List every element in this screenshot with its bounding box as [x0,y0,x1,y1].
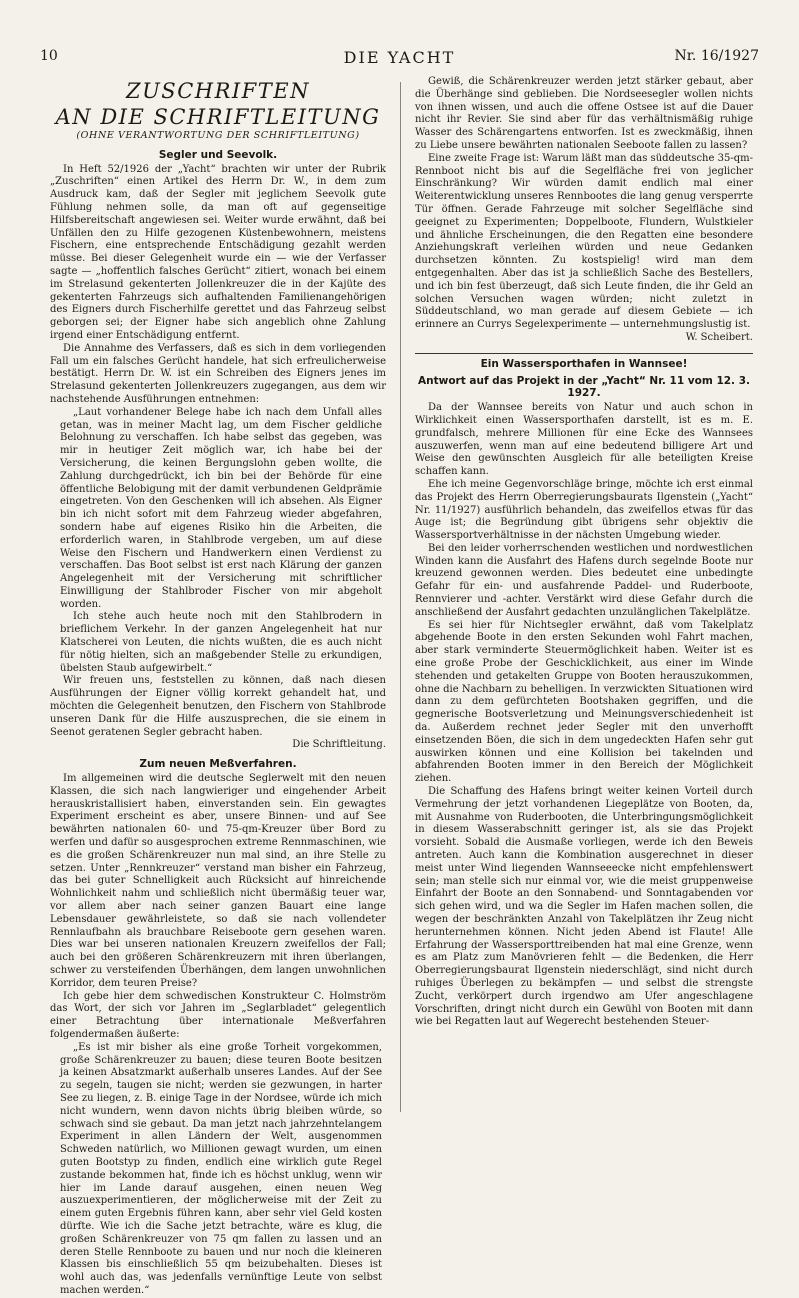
letter2-paragraph: Im allgemeinen wird die deutsche Seglerwelt mit den neuen Klassen, die sich nach langwieriger und eingehender Arbeit herauskristallisiert haben, einverstanden sein. Ein gewagtes Experiment erscheint es aber, unsere Binnen- und auf See bewährten nationalen 60- und 75-qm-Kreuzer über Bord zu werfen und dafür so ausgesprochen extreme Rennmaschinen, wie es die großen Schärenkreuzer nun mal sind, an ihre Stelle zu setzen. Unter „Rennkreuzer“ verstand man bisher ein Fahrzeug, das bei guter Schnelligkeit auch Rücksicht auf hinreichende Wohnlichkeit nahm und schließlich nicht übermäßig teuer war, vor allem aber nach seiner ganzen Bauart eine lange Lebensdauer gewährleistete, so daß sie nach vollendeter Rennlaufbahn als brauchbare Reiseboote gern gesehen waren. Dies war bei unseren nationalen Kreuzern zweifellos der Fall; auch bei den größeren Schärenkreuzern mit ihren überlangen, schwer zu versteifenden Überhängen, dem langen unwohnlichen Korridor, dem teuren Preise? [50,773,386,989]
section-subtitle: (OHNE VERANTWORTUNG DER SCHRIFTLEITUNG) [76,130,360,141]
letter1-signature: Die Schriftleitung. [292,739,386,751]
letter3-subheading: Antwort auf das Projekt in der „Yacht“ Nr. 11 vom 12. 3. 1927. [418,374,750,400]
page-number: 10 [40,48,58,64]
letter2-quote [50,1042,386,1298]
section-title-line2: AN DIE SCHRIFTLEITUNG [55,105,381,129]
letter3-paragraph: Es sei hier für Nichtsegler erwähnt, daß vom Takelplatz abgehende Boote in den ersten Sekunden wohl Fahrt machen, aber stark verminderte Steuermöglichkeit haben. Weiter ist es eine große Probe der Geschicklichkeit, aus einer im Winde stehenden und getakelten Gruppe von Booten herauszukommen, ohne die Nachbarn zu behelligen. In verzwickten Situationen wird dann zu dem gefürchteten Bootshaken gegriffen, und die gegnerische Bootsverletzung und Meinungsverschiedenheit ist da. Außerdem rechnet jeder Segler mit den unverhofft einsetzenden Böen, die sich in dem ungedeckten Hafen sehr gut auswirken können und eine Kollision bei takelnden und abfahrenden Booten immer in den Bereich der Möglichkeit ziehen. [415,619,753,785]
quote-paragraph: „Laut vorhandener Belege habe ich nach dem Unfall alles getan, was in meiner Macht lag, um dem Fischer geldliche Belohnung zu verschaffen. Ich habe selbst das gegeben, was mir in heutiger Zeit möglich war, ich habe bei der Versicherung, die keinen Bergungslohn geben wollte, die Zahlung durchgedrückt, ich bin bei der Behörde für eine öffentliche Belobigung mit der damit verbundenen Geldprämie eingetreten. Von den Geschenken will ich absehen. Als Eigner bin ich nicht sofort mit dem Fahrzeug wieder abgefahren, sondern habe auf eigenes Risiko hin die Arbeiten, die erforderlich waren, in Stahlbrode vergeben, um auf diese Weise den Fischern und Handwerkern einen Verdienst zu verschaffen. Das Boot selbst ist erst nach Klärung der ganzen Angelegenheit mit der Versicherung mit schriftlicher Einwilligung der Stahlbroder Fischer von mir abgeholt worden. [60,406,382,610]
letter1-quote [50,407,386,676]
magazine-title: DIE YACHT [343,48,456,67]
letter3-heading: Ein Wassersporthafen in Wannsee! [480,357,688,370]
letter2-paragraph: Ich gebe hier dem schwedischen Konstrukteur C. Holmström das Wort, der sich vor Jahren im „Seglarbladet“ gelegentlich einer Betrachtung über internationale Meßverfahren folgendermaßen äußerte: [50,990,386,1040]
letter2-paragraph: Eine zweite Frage ist: Warum läßt man das süddeutsche 35-qm-Rennboot nicht bis auf die Segelfläche frei von jeglicher Einschränkung? Wir würden damit endlich mal einer Weiterentwicklung unseres Rennbootes die lang genug versperrte Tür öffnen. Gerade Fahrzeuge mit solcher Segelfläche sind geeignet zu Experimenten; Doppelboote, Flundern, Wulstkieler und ähnliche Erscheinungen, die den Regatten eine besondere Anziehungskraft verleihen würden und neue Gedanken durchsetzen könnten. Zu kostspielig! wird man dem entgegenhalten. Aber das ist ja schließlich Sache des Bestellers, und ich bin fest überzeugt, daß sich Leute finden, die ihr Geld an solchen Versuchen wagen würden; nicht zuletzt in Süddeutschland, wo man gerade auf diesem Gebiete — ich erinnere an Currys Segelexperimente — unternehmungslustig ist. [415,152,753,331]
section-rule [415,353,753,354]
letter1-heading: Segler und Seevolk. [158,148,278,161]
right-column [415,76,753,1116]
letter3-paragraph: Ehe ich meine Gegenvorschläge bringe, möchte ich erst einmal das Projekt des Herrn Oberregierungsbaurats Ilgenstein („Yacht“ Nr. 11/1927) ausführlich behandeln, das zweifellos etwas für das Auge ist; die Begründung gibt übrigens sehr objektiv die Wassersportverhältnisse in der nächsten Umgebung wieder. [415,478,753,542]
letter3-paragraph: Die Schaffung des Hafens bringt weiter keinen Vorteil durch Vermehrung der jetzt vorhandenen Liegeplätze von Booten, da, mit Ausnahme von Ruderbooten, die Unterbringungsmöglichkeit in diesem Wasserabschnitt geringer ist, als sie das Projekt vorsieht. Sobald die Ausmaße vorliegen, werde ich den Beweis antreten. Auch kann die Kombination ausgerechnet in dieser meist unter Wind liegenden Wannseeecke nicht empfehlenswert sein; man stelle sich nur einmal vor, wie die meist gruppenweise Einfahrt der Boote an den Sonnabend- und Sonntagabenden vor sich gehen wird, und wa die Segler im Hafen machen sollen, die wegen der beschränkten Anzahl von Takelplätzen ihr Zeug nicht herunternehmen können. Nicht jeden Abend ist Flaute! Alle Erfahrung der Wassersporttreibenden hat mal eine Grenze, wenn es am Platz zum Manövrieren fehlt — die Bedenken, die Herr Oberregierungsbaurat Ilgenstein niederschlägt, sind nicht durch ruhiges Überlegen zu bekämpfen — und selbst die strengste Zucht, verkörpert durch irgendwo am Ufer angeschlagene Vorschriften, dringt nicht durch ein Gewühl von Booten mit dann wie bei Regatten laut auf Wegerecht bestehenden Steuer- [415,786,753,1028]
column-divider [400,82,401,1112]
left-column [50,76,386,1296]
letter2-paragraph: Gewiß, die Schärenkreuzer werden jetzt stärker gebaut, aber die Überhänge sind geblieben. Die Nordseesegler wollen nichts von ihnen wissen, und auch die offene Ostsee ist auf die Dauer nicht ihr Revier. Sie sind aber für das verhältnismäßig ruhige Wasser des Schärengartens entworfen. Ist es zweckmäßig, ihnen zu Liebe unsere bewährten nationalen Seeboote fallen zu lassen? [415,76,753,151]
issue-number: Nr. 16/1927 [674,48,759,64]
letter1-paragraph: In Heft 52/1926 der „Yacht“ brachten wir unter der Rubrik „Zuschriften“ einen Artikel des Herrn Dr. W., in dem zum Ausdruck kam, daß der Segler mit jeglichem Seevolk gute Fühlung nehmen solle, da man oft auf gegenseitige Hilfsbereitschaft angewiesen sei. Weiter wurde erwähnt, daß bei Unfällen den zu Hilfe gezogenen Küstenbewohnern, meistens Fischern, eine entsprechende Entschädigung gezahlt werden müsse. Bei dieser Gelegenheit wurde ein — wie der Verfasser sagte — „hoffentlich falsches Gerücht“ zitiert, wonach bei einem im Strelasund gekenterten Jollenkreuzer die in der Kajüte des gekenterten Fahrzeugs sich aufhaltenden Familienangehörigen des Eigners durch Fischerhilfe gerettet und das Fahrzeug selbst geborgen sei; der Eigner habe sich angeblich ohne Zahlung irgend einer Entschädigung entfernt. [50,163,386,341]
letter1-paragraph: Die Annahme des Verfassers, daß es sich in dem vorliegenden Fall um ein falsches Gerücht handele, hat sich erfreulicherweise bestätigt. Herrn Dr. W. ist ein Schreiben des Eigners jenes im Strelasund gekenterten Jollenkreuzers zugegangen, aus dem wir nachstehende Ausführungen entnehmen: [50,342,386,405]
quote-paragraph: Ich stehe auch heute noch mit den Stahlbrodern in brieflichem Verkehr. In der ganzen Angelegenheit hat nur Klatscherei von Leuten, die nichts wußten, die es auch nicht für nötig hielten, sich an maßgebender Stelle zu erkundigen, übelsten Staub aufgewirbelt.“ [60,611,382,674]
letter3-paragraph: Bei den leider vorherrschenden westlichen und nordwestlichen Winden kann die Ausfahrt des Hafens durch segelnde Boote nur kreuzend gewonnen werden. Dies bedeutet eine unbedingte Gefahr für ein- und ausfahrende Paddel- und Ruderboote, Rennvierer und -achter. Verstärkt wird diese Gefahr durch die anschließend der Ausfahrt gedachten unzulänglichen Takelplätze. [415,542,753,618]
page-header [40,48,759,70]
section-title-line1: ZUSCHRIFTEN [126,79,310,103]
letter2-heading: Zum neuen Meßverfahren. [139,758,297,771]
quote-paragraph: „Es ist mir bisher als eine große Torheit vorgekommen, große Schärenkreuzer zu bauen; diese teuren Boote besitzen ja keinen Absatzmarkt außerhalb unseres Landes. Auf der See zu segeln, taugen sie nicht; werden sie gezwungen, in harter See zu liegen, z. B. einige Tage in der Nordsee, würde ich mich nicht wundern, wenn davon nichts übrig bleiben würde, so schwach sind sie gebaut. Da man jetzt nach jahrzehntelangem Experiment in allen Ländern der Welt, ausgenommen Schweden natürlich, wo Millionen gewagt wurden, um einen guten Bootstyp zu finden, endlich eine wirklich gute Regel zustande bekommen hat, finde ich es höchst unklug, wenn wir hier im Lande darauf ausgehen, einen neuen Weg auszuexperimentieren, der möglicherweise mit der Zeit zu einem guten Ergebnis führen kann, aber sehr viel Geld kosten dürfte. Wie ich die Sache jetzt betrachte, wäre es klug, die großen Schärenkreuzer von 75 qm fallen zu lassen und an deren Stelle Rennboote zu bauen und nur noch die kleineren Klassen bis einschließlich 55 qm beizubehalten. Dieses ist wohl auch das, was jedenfalls vernünftige Leute von selbst machen werden.“ [60,1041,382,1296]
letter2-signature: W. Scheibert. [685,331,753,343]
letter3-paragraph: Da der Wannsee bereits von Natur und auch schon in Wirklichkeit einen Wassersporthafen darstellt, ist es m. E. grundfalsch, mehrere Millionen für eine Ecke des Wannsees auszuwerfen, wenn man auf eine bedeutend billigere Art und Weise den gewünschten Ausgleich für alle beteiligten Kreise schaffen kann. [415,402,753,478]
letter1-closing: Wir freuen uns, feststellen zu können, daß nach diesen Ausführungen der Eigner völlig korrekt gehandelt hat, und möchten die Gelegenheit benutzen, den Fischern von Stahlbrode unseren Dank für die Hilfe auszusprechen, die sie einem in Seenot geratenen Segler gebracht haben. [50,675,386,738]
